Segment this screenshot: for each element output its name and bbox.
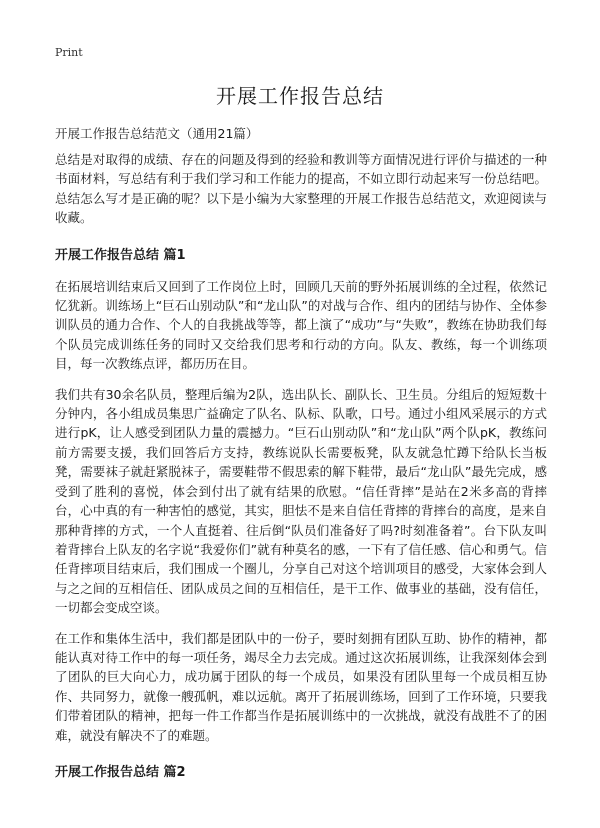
document-body xyxy=(55,150,547,794)
document-subtitle: 开展工作报告总结范文（通用21篇） xyxy=(55,126,259,141)
section-1-paragraph-2: 我们共有30余名队员，整理后编为2队，选出队长、副队长、卫生员。分组后的短短数十分钟内，各小组成员集思广益确定了队名、队标、队歌，口号。通过小组风采展示的方式进行pK，让人感受到团队力量的震撼力。“巨石山别动队”和“龙山队”两个队pK，教练问前方需要支援，我们回答后方支持，教练说队长需要板凳，队友就急忙蹲下给队长当板凳，需要袜子就赶紧脱袜子，需要鞋带不假思索的解下鞋带，最后“龙山队”最先完成，感受到了胜利的喜悦，体会到付出了就有结果的欣慰。“信任背摔”是站在2米多高的背摔台，心中真的有一种害怕的感觉，其实，胆怯不是来自信任背摔的背摔台的高度，是来自那种背摔的方式，一个人直挺着、往后倒“队员们准备好了吗?时刻准备着”。台下队友叫着背摔台上队友的名字说“我爱你们”就有种莫名的感，一下有了信任感、信心和勇气。信任背摔项目结束后，我们围成一个圈儿，分享自己对这个培训项目的感受，大家体会到人与之之间的互相信任、团队成员之间的互相信任，是干工作、做事业的基础，没有信任，一切都会变成空谈。 xyxy=(55,386,547,616)
section-1-paragraph-3: 在工作和集体生活中，我们都是团队中的一份子，要时刻拥有团队互助、协作的精神，都能认真对待工作中的每一项任务，竭尽全力去完成。通过这次拓展训练，让我深刻体会到了团队的巨大向心力，成功属于团队的每一个成员，如果没有团队里每一个成员相互协作、共同努力，就像一艘孤帆，难以远航。离开了拓展训练场，回到了工作环境，只要我们带着团队的精神，把每一件工作都当作是拓展训练中的一次挑战，就没有战胜不了的困难，就没有解决不了的难题。 xyxy=(55,630,547,743)
intro-paragraph: 总结是对取得的成绩、存在的问题及得到的经验和教训等方面情况进行评价与描述的一种书面材料，写总结有利于我们学习和工作能力的提高，不如立即行动起来写一份总结吧。总结怎么写才是正确的呢？以下是小编为大家整理的开展工作报告总结范文，欢迎阅读与收藏。 xyxy=(55,152,547,226)
section-heading-1: 开展工作报告总结 篇1 xyxy=(55,247,186,263)
section-heading-2: 开展工作报告总结 篇2 xyxy=(55,764,186,780)
section-1-paragraph-1: 在拓展培训结束后又回到了工作岗位上时，回顾几天前的野外拓展训练的全过程，依然记忆犹新。训练场上“巨石山别动队”和“龙山队”的对战与合作、组内的团结与协作、全体参训队员的通力合作、个人的自我挑战等等，都上演了“成功”与“失败”，教练在协助我们每个队员完成训练任务的同时又交给我们思考和行动的方向。队友、教练，每一个训练项目，每一次教练点评，都历历在目。 xyxy=(55,278,547,372)
page-title: 开展工作报告总结 xyxy=(216,84,384,108)
print-label[interactable]: Print xyxy=(55,46,83,59)
